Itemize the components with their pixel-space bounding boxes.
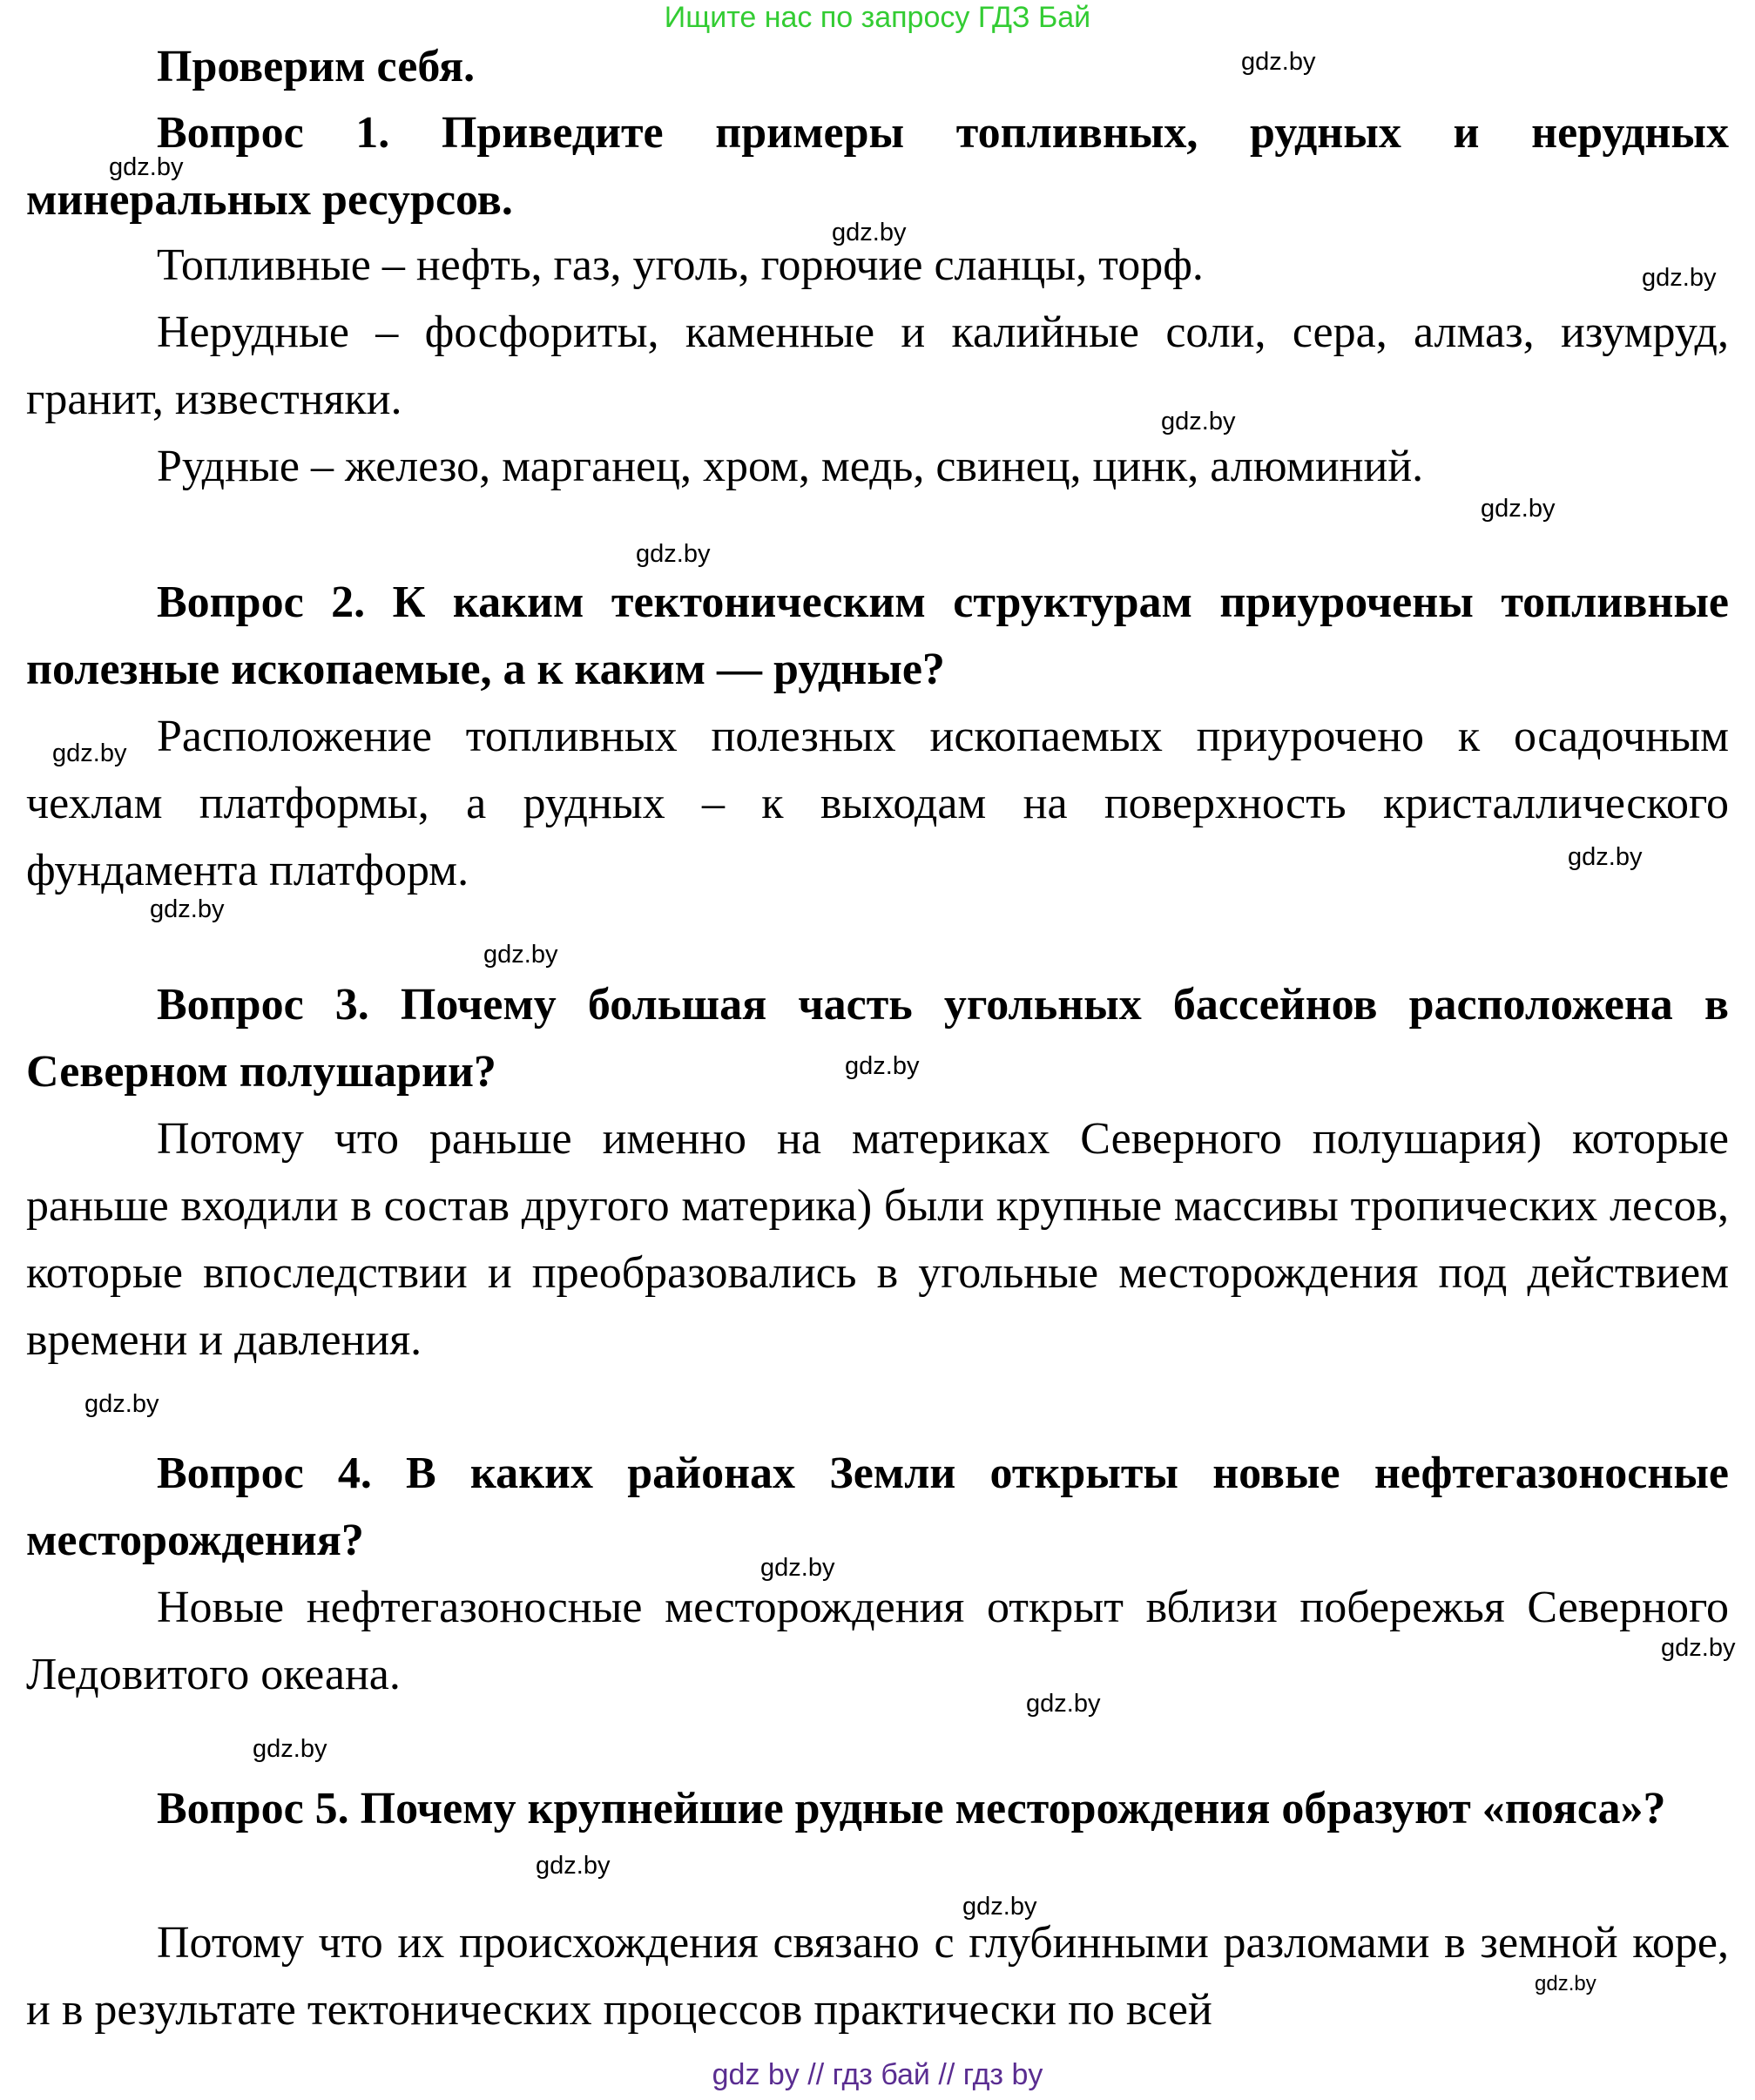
watermark: gdz.by	[1661, 1634, 1736, 1662]
question-5: Вопрос 5. Почему крупнейшие рудные месторождения образуют «пояса»?	[157, 1784, 1666, 1833]
page-heading: Проверим себя.	[157, 42, 476, 91]
top-banner: Ищите нас по запросу ГДЗ Бай	[664, 1, 1091, 34]
answer-1-nonmetallic: Нерудные – фосфориты, каменные и калийные соли, сера, алмаз, изумруд, гранит, известняки.	[26, 307, 1729, 424]
watermark: gdz.by	[962, 1893, 1037, 1921]
watermark: gdz.by	[832, 219, 907, 246]
answer-1-fuel: Топливные – нефть, газ, уголь, горючие сланцы, торф.	[157, 240, 1204, 290]
watermark: gdz.by	[52, 739, 127, 767]
watermark: gdz.by	[636, 540, 711, 568]
answer-2: Расположение топливных полезных ископаемых приурочено к осадочным чехлам платформы, а рудных – к выходам на поверхность кристаллического фундамента платформ.	[26, 712, 1729, 895]
question-3: Вопрос 3. Почему большая часть угольных бассейнов расположена в Северном полушарии?	[26, 980, 1729, 1097]
answer-3: Потому что раньше именно на материках Северного полушария) которые раньше входили в состав другого материка) были крупные массивы тропических лесов, которые впоследствии и преобразовались в угольные месторождения под действием времени и давления.	[26, 1114, 1729, 1365]
answer-1-ore: Рудные – железо, марганец, хром, медь, свинец, цинк, алюминий.	[157, 442, 1424, 491]
watermark: gdz.by	[1642, 264, 1717, 292]
watermark: gdz.by	[1241, 48, 1316, 76]
watermark: gdz.by	[1568, 843, 1643, 871]
watermark: gdz.by	[150, 895, 225, 923]
question-4: Вопрос 4. В каких районах Земли открыты новые нефтегазоносные месторождения?	[26, 1448, 1729, 1565]
answer-5: Потому что их происхождения связано с глубинными разломами в земной коре, и в результате тектонических процессов практически по всей	[26, 1918, 1729, 2035]
watermark: gdz.by	[1535, 1972, 1596, 1995]
watermark: gdz.by	[760, 1554, 835, 1582]
watermark: gdz.by	[845, 1052, 920, 1080]
watermark: gdz.by	[536, 1852, 611, 1880]
question-1: Вопрос 1. Приведите примеры топливных, рудных и нерудных минеральных ресурсов.	[26, 108, 1729, 225]
watermark: gdz.by	[109, 153, 184, 181]
watermark: gdz.by	[1481, 495, 1556, 523]
watermark: gdz.by	[84, 1390, 159, 1418]
answer-4: Новые нефтегазоносные месторождения открыт вблизи побережья Северного Ледовитого океана.	[26, 1583, 1729, 1699]
watermark: gdz.by	[253, 1735, 327, 1763]
watermark: gdz.by	[1026, 1690, 1101, 1718]
watermark: gdz.by	[483, 941, 558, 969]
footer-links: gdz by // гдз бай // гдз by	[712, 2058, 1043, 2091]
watermark: gdz.by	[1161, 408, 1236, 436]
question-2: Вопрос 2. К каким тектоническим структурам приурочены топливные полезные ископаемые, а к каким — рудные?	[26, 577, 1729, 694]
